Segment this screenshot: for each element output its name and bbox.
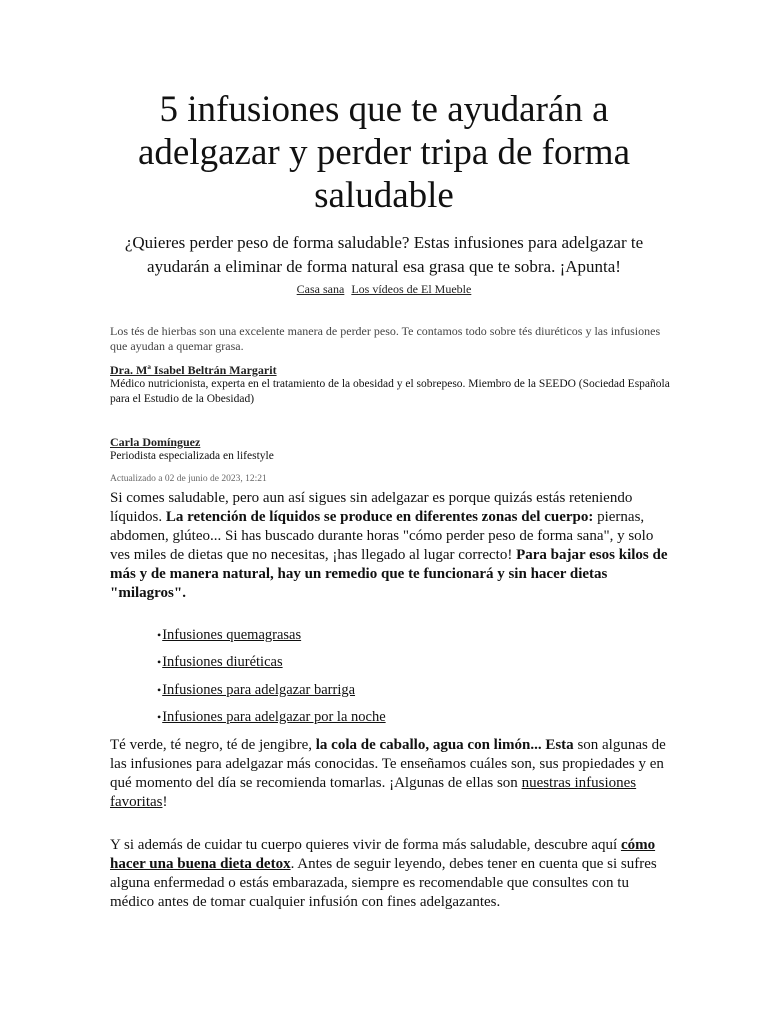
paragraph-text: son algunas de las infusiones para adelgazar más conocidas. Te enseñamos cuáles son, sus propiedades y en qué momento del día se recomienda tomarlas. ¡Algunas de ellas son xyxy=(110,737,666,791)
list-item xyxy=(157,626,386,653)
author-bio: Periodista especializada en lifestyle xyxy=(110,450,274,462)
list-item xyxy=(157,708,386,735)
author-block xyxy=(110,435,690,464)
toc-link-barriga[interactable]: Infusiones para adelgazar barriga xyxy=(162,681,356,698)
paragraph-text: Té verde, té negro, té de jengibre, xyxy=(110,737,316,753)
updated-date: Actualizado a 02 de junio de 2023, 12:21 xyxy=(110,474,267,484)
reviewer-name-link[interactable]: Dra. Mª Isabel Beltrán Margarit xyxy=(110,363,277,377)
paragraph-text: ! xyxy=(162,794,168,810)
paragraph-intro xyxy=(110,489,670,603)
list-item xyxy=(157,681,386,708)
toc-link-noche[interactable]: Infusiones para adelgazar por la noche xyxy=(162,708,386,725)
category-link-casa-sana[interactable]: Casa sana xyxy=(296,282,345,296)
table-of-contents xyxy=(157,626,386,735)
paragraph-infusions xyxy=(110,736,670,812)
article-title: 5 infusiones que te ayudarán a adelgazar y perder tripa de forma saludable xyxy=(137,89,631,216)
paragraph-text: . Antes de seguir leyendo, debes tener en cuenta que si sufres alguna enfermedad o estás embarazada, siempre es recomendable que consultes con tu médico antes de tomar cualquier infusión con fines adelgazantes. xyxy=(110,856,657,910)
article-lead: Los tés de hierbas son una excelente manera de perder peso. Te contamos todo sobre tés diuréticos y las infusiones que ayudan a quemar grasa. xyxy=(110,324,661,353)
paragraph-text: Si comes saludable, pero aun así sigues sin adelgazar es porque quizás estás reteniendo líquidos. xyxy=(110,490,633,525)
paragraph-bold-text: Para bajar esos kilos de más y de manera natural, hay un remedio que te funcionará y sin hacer dietas "milagros". xyxy=(110,547,668,601)
toc-link-diureticas[interactable]: Infusiones diuréticas xyxy=(162,654,283,671)
bullet-icon: • xyxy=(157,682,162,697)
article-subtitle: ¿Quieres perder peso de forma saludable? Estas infusiones para adelgazar te ayudarán a eliminar de forma natural esa grasa que te sobra. ¡Apunta! xyxy=(124,233,644,276)
paragraph-bold-text: la cola de caballo, agua con limón... Esta xyxy=(315,737,574,753)
toc-link-quemagrasas[interactable]: Infusiones quemagrasas xyxy=(162,627,302,643)
reviewer-bio: Médico nutricionista, experta en el tratamiento de la obesidad y el sobrepeso. Miembro de la SEEDO (Sociedad Española para el Estudio de la Obesidad) xyxy=(110,378,670,405)
paragraph-text: Y si además de cuidar tu cuerpo quieres vivir de forma más saludable, descubre aquí xyxy=(110,837,621,853)
author-name-link[interactable]: Carla Domínguez xyxy=(110,435,201,449)
detox-diet-link-text: cómo hacer una buena dieta detox xyxy=(110,837,656,872)
paragraph-bold-text: La retención de líquidos se produce en diferentes zonas del cuerpo: xyxy=(165,509,594,525)
category-links xyxy=(0,281,768,297)
list-item xyxy=(157,653,386,680)
bullet-icon: • xyxy=(157,628,162,642)
bullet-icon: • xyxy=(157,655,162,670)
reviewer-block xyxy=(110,363,690,407)
paragraph-text: piernas, abdomen, glúteo... Si has buscado durante horas "cómo perder peso de forma sana", y solo ves miles de dietas que no necesitas, ¡has llegado al lugar correcto! xyxy=(110,509,654,563)
category-link-videos[interactable]: Los vídeos de El Mueble xyxy=(351,282,472,296)
favorite-infusions-link[interactable]: nuestras infusiones favoritas xyxy=(110,775,637,810)
paragraph-detox xyxy=(110,836,670,912)
bullet-icon: • xyxy=(157,709,162,724)
